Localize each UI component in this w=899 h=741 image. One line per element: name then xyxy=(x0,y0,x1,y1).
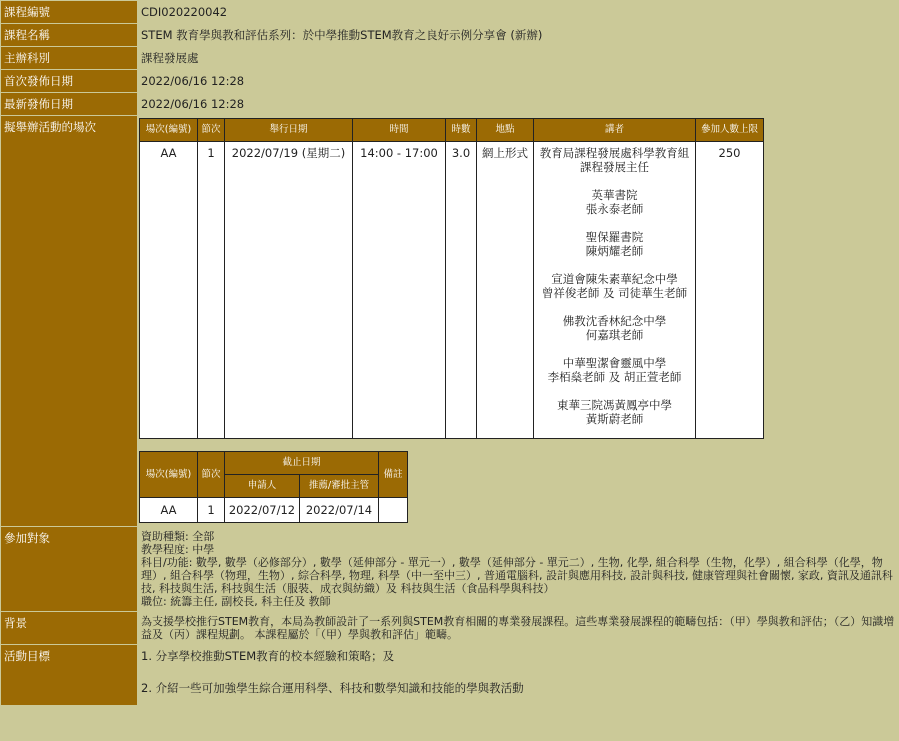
target-positions: 職位: 統籌主任, 副校長, 科主任及 教師 xyxy=(141,595,331,608)
course-code-label: 課程編號 xyxy=(1,1,137,23)
dl-col-lesson: 節次 xyxy=(198,452,225,498)
target-level: 教學程度: 中學 xyxy=(141,543,215,556)
target-funding: 資助種類: 全部 xyxy=(141,530,215,543)
col-date: 舉行日期 xyxy=(225,119,353,142)
first-release-label: 首次發佈日期 xyxy=(1,70,137,92)
dl-col-applicant: 申請人 xyxy=(225,475,300,498)
col-time: 時間 xyxy=(353,119,446,142)
col-lesson: 節次 xyxy=(198,119,225,142)
col-venue: 地點 xyxy=(477,119,534,142)
session-speakers: 教育局課程發展處科學教育組 課程發展主任 英華書院 張永泰老師 聖保羅書院 陳炳耀老師 宣道會陳朱素華紀念中學 曾祥俊老師 及 司徒華生老師 佛教沈香林紀念中學 何嘉琪老師 中華聖潔會靈風中學 李栢燊老師 及 胡正萱老師 東華三院馮黃鳳亭中學 黃斯蔚老師 xyxy=(534,142,696,439)
session-code: AA xyxy=(140,142,198,439)
organizer-label: 主辦科別 xyxy=(1,47,137,69)
objectives-value xyxy=(138,645,898,705)
session-venue: 網上形式 xyxy=(477,142,534,439)
table-row xyxy=(140,498,408,523)
last-release-label: 最新發佈日期 xyxy=(1,93,137,115)
course-name-value: STEM 教育學與教和評估系列：於中學推動STEM教育之良好示例分享會 (新辦) xyxy=(138,24,898,46)
col-hours: 時數 xyxy=(446,119,477,142)
last-release-value: 2022/06/16 12:28 xyxy=(138,93,898,115)
first-release-value: 2022/06/16 12:28 xyxy=(138,70,898,92)
dl-endorser: 2022/07/14 xyxy=(300,498,379,523)
background-label: 背景 xyxy=(1,612,137,644)
dl-col-remarks: 備註 xyxy=(379,452,408,498)
deadline-table xyxy=(139,451,408,523)
dl-applicant: 2022/07/12 xyxy=(225,498,300,523)
dl-col-endorser: 推薦/審批主管 xyxy=(300,475,379,498)
background-value: 為支援學校推行STEM教育，本局為教師設計了一系列與STEM教育相關的專業發展課程。這些專業發展課程的範疇包括：（甲）學與教和評估；（乙）知識增益及（丙）課程規劃。 本課程屬於「（甲）學與教和評估」範疇。 xyxy=(138,612,898,644)
col-speakers: 講者 xyxy=(534,119,696,142)
target-label: 參加對象 xyxy=(1,527,137,611)
target-value xyxy=(138,527,898,611)
dl-code: AA xyxy=(140,498,198,523)
objectives-label: 活動目標 xyxy=(1,645,137,705)
dl-col-code: 場次(編號) xyxy=(140,452,198,498)
session-capacity: 250 xyxy=(696,142,764,439)
session-date: 2022/07/19 (星期二) xyxy=(225,142,353,439)
session-hours: 3.0 xyxy=(446,142,477,439)
objective-item: 2. 介紹一些可加強學生綜合運用科學、科技和數學知識和技能的學與教活動 xyxy=(141,681,524,695)
course-code-value: CDI020220042 xyxy=(138,1,898,23)
course-name-label: 課程名稱 xyxy=(1,24,137,46)
dl-col-deadline: 截止日期 xyxy=(225,452,379,475)
sessions-label: 擬舉辦活動的場次 xyxy=(1,116,137,526)
session-lesson: 1 xyxy=(198,142,225,439)
session-header-row xyxy=(140,119,764,142)
organizer-value: 課程發展處 xyxy=(138,47,898,69)
col-session-code: 場次(編號) xyxy=(140,119,198,142)
table-row xyxy=(140,142,764,439)
dl-remarks xyxy=(379,498,408,523)
session-time: 14:00 - 17:00 xyxy=(353,142,446,439)
deadline-header-row xyxy=(140,452,408,475)
target-subjects: 科目/功能: 數學, 數學（必修部分）, 數學（延伸部分 - 單元一）, 數學（延伸部分 - 單元二）, 生物, 化學, 組合科學（生物，化學）, 組合科學（化學，物理）, 組合科學（物理，生物）, 綜合科學, 物理, 科學（中一至中三）, 普通電腦科, 設計與應用科技, 設計與科技, 健康管理與社會關懷, 家政, 資訊及通訊科技, 科技與生活, 科技與生活（服裝、成衣與紡織）及 科技與生活（食品科學與科技） xyxy=(141,556,893,595)
col-capacity: 參加人數上限 xyxy=(696,119,764,142)
sessions-container xyxy=(138,116,898,526)
session-table xyxy=(139,118,764,439)
dl-lesson: 1 xyxy=(198,498,225,523)
objective-item: 1. 分享學校推動STEM教育的校本經驗和策略；及 xyxy=(141,649,395,663)
